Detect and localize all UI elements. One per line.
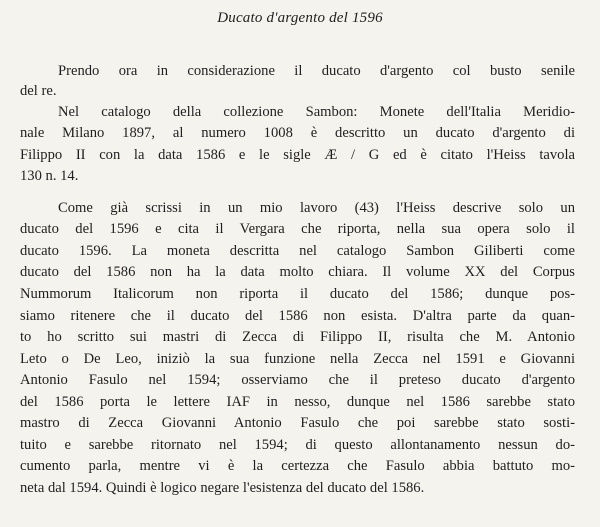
text-line: Come già scrissi in un mio lavoro (43) l'Heiss descrive solo un — [58, 200, 575, 216]
text-line: Filippo II con la data 1586 e le sigle Æ / G ed è citato l'Heiss tavola — [20, 147, 575, 163]
text-line: del 1586 porta le lettere IAF in nesso, dunque nel 1586 sarebbe stato — [20, 394, 575, 410]
text-line: cumento parla, mentre vi è la certezza che Fasulo abbia battuto mo- — [20, 458, 575, 474]
text-line: ducato del 1586 non ha la data molto chiara. Il volume XX del Corpus — [20, 264, 575, 280]
text-line: Leto o De Leo, iniziò la sua funzione nella Zecca nel 1591 e Giovanni — [20, 351, 575, 367]
section-title: Ducato d'argento del 1596 — [217, 10, 383, 26]
text-line: Nummorum Italicorum non riporta il ducato del 1586; dunque pos- — [20, 286, 575, 302]
text-line: to ho scritto sui mastri di Zecca di Filippo II, risulta che M. Antonio — [20, 329, 575, 345]
text-line: 130 n. 14. — [20, 168, 79, 184]
text-line: Antonio Fasulo nel 1594; osserviamo che il preteso ducato d'argento — [20, 372, 575, 388]
text-line: mastro di Zecca Giovanni Antonio Fasulo che poi sarebbe stato sosti- — [20, 415, 575, 431]
text-line: del re. — [20, 83, 57, 99]
text-line: ducato 1596. La moneta descritta nel catalogo Sambon Giliberti come — [20, 243, 575, 259]
text-line: siamo ritenere che il ducato del 1586 non esista. D'altra parte da quan- — [20, 308, 575, 324]
text-line: tuito e sarebbe ritornato nel 1594; di questo allontanamento nessun do- — [20, 437, 575, 453]
text-line: Prendo ora in considerazione il ducato d'argento col busto senile — [58, 63, 575, 79]
text-line: nale Milano 1897, al numero 1008 è descritto un ducato d'argento di — [20, 125, 575, 141]
text-line: ducato del 1596 e cita il Vergara che riporta, nella sua opera solo il — [20, 221, 575, 237]
text-line: Nel catalogo della collezione Sambon: Monete dell'Italia Meridio- — [58, 104, 575, 120]
text-line: neta dal 1594. Quindi è logico negare l'esistenza del ducato del 1586. — [20, 480, 425, 496]
